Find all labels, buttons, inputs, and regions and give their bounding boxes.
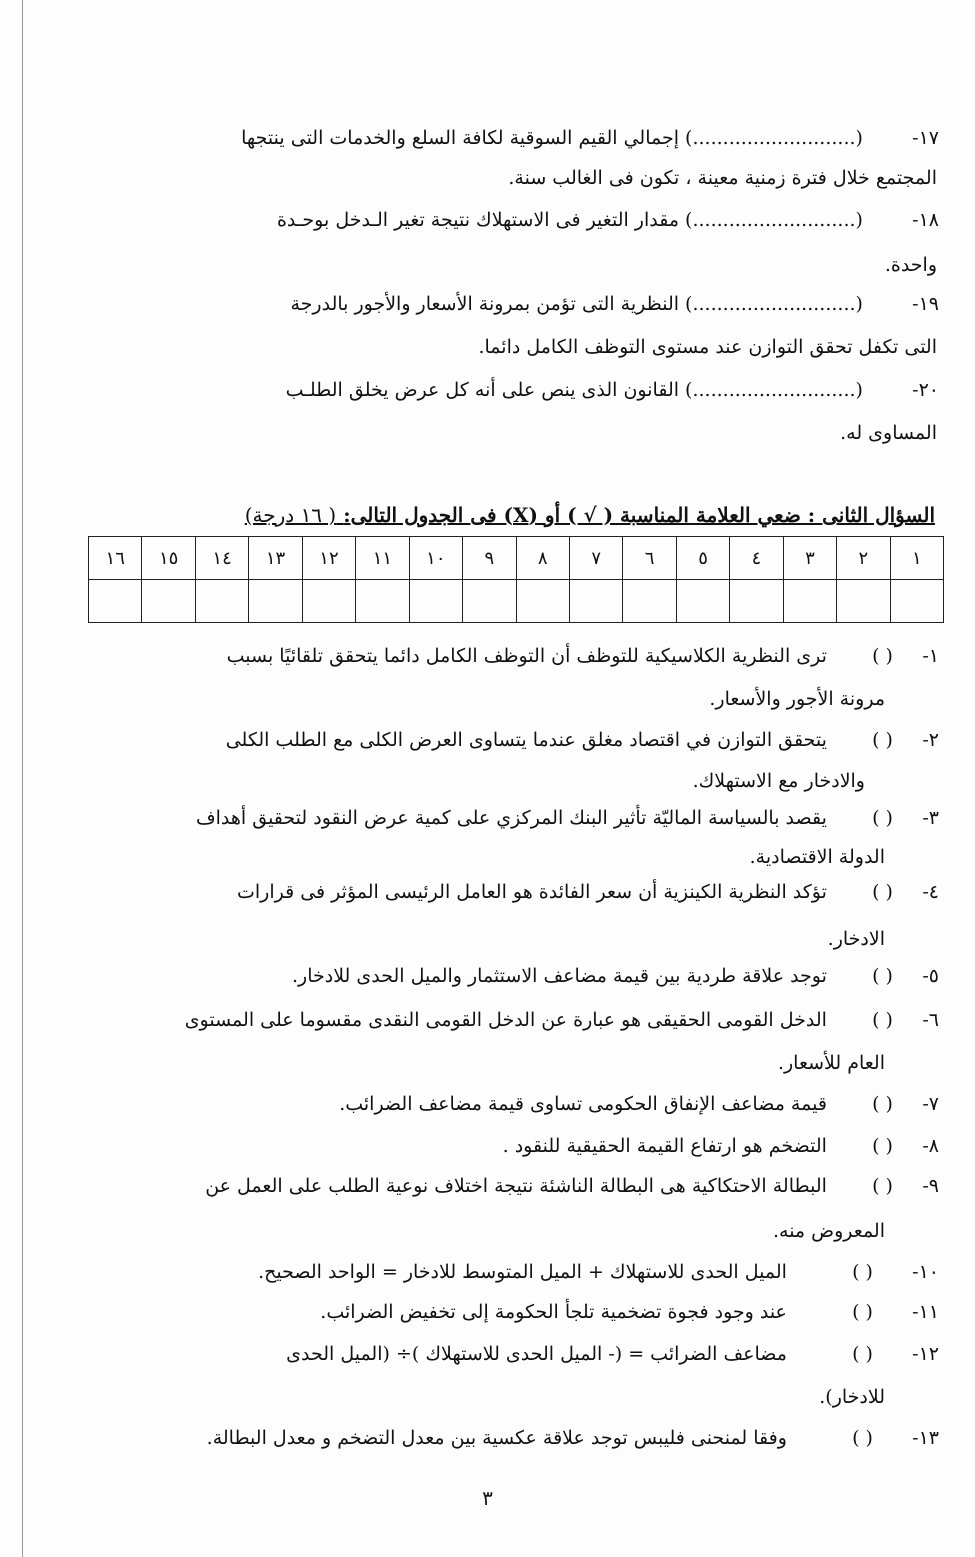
item-number: ١٩- <box>912 293 939 315</box>
item-continuation: واحدة. <box>884 254 937 276</box>
page-edge-line <box>22 0 23 1557</box>
answer-number: ٣ <box>783 537 836 580</box>
answer-cell[interactable] <box>623 580 676 623</box>
answer-cell[interactable] <box>195 580 248 623</box>
answer-cell[interactable] <box>356 580 409 623</box>
item-continuation: والادخار مع الاستهلاك. <box>692 770 865 792</box>
item-number: ١٢- <box>912 1343 939 1365</box>
item-number: ٤- <box>922 881 939 903</box>
tf-item-7 <box>139 1084 939 1124</box>
item-text: توجد علاقة طردية بين قيمة مضاعف الاستثمار والميل الحدى للادخار. <box>292 965 827 987</box>
answer-cell[interactable] <box>302 580 355 623</box>
item-continuation: العام للأسعار. <box>777 1052 885 1074</box>
item-number: ٨- <box>922 1135 939 1157</box>
item-text: البطالة الاحتكاكية هى البطالة الناشئة نتيجة اختلاف نوعية الطلب على العمل عن <box>205 1175 827 1197</box>
item-continuation: مرونة الأجور والأسعار. <box>709 688 885 710</box>
page-number: ٣ <box>482 1486 493 1510</box>
answer-cell[interactable] <box>89 580 142 623</box>
item-number: ١٣- <box>912 1427 939 1449</box>
section-2-grade: ( ١٦ درجة) <box>244 503 337 527</box>
item-continuation: للادخار). <box>819 1386 885 1408</box>
answer-blank: ( ) <box>872 1009 893 1031</box>
answer-blank: ( ) <box>852 1301 873 1323</box>
question-item-19 <box>139 284 939 324</box>
answer-blank: ( ) <box>872 1135 893 1157</box>
item-number: ١- <box>922 645 939 667</box>
item-text: (...........................) إجمالي القيم السوقية لكافة السلع والخدمات التى ينتجها <box>241 127 863 149</box>
item-text: (...........................) النظرية التى تؤمن بمرونة الأسعار والأجور بالدرجة <box>290 293 863 315</box>
answer-number: ٧ <box>569 537 622 580</box>
tf-item-5 <box>139 956 939 996</box>
tf-item-8 <box>139 1126 939 1166</box>
item-continuation: المعروض منه. <box>772 1220 885 1242</box>
section-2-heading <box>155 498 935 532</box>
item-text: يتحقق التوازن في اقتصاد مغلق عندما يتساوى العرض الكلى مع الطلب الكلى <box>225 729 827 751</box>
answer-cell[interactable] <box>516 580 569 623</box>
item-text: (...........................) القانون الذى ينص على أنه كل عرض يخلق الطلـب <box>285 379 863 401</box>
answer-cell[interactable] <box>837 580 890 623</box>
item-text: مضاعف الضرائب = (- الميل الحدى للاستهلاك )÷ (الميل الحدى <box>286 1343 787 1365</box>
answer-blank: ( ) <box>872 807 893 829</box>
tf-item-6 <box>139 1000 939 1040</box>
answer-blank: ( ) <box>872 1175 893 1197</box>
item-number: ١٨- <box>912 209 939 231</box>
answer-blank: ( ) <box>852 1427 873 1449</box>
item-number: ٧- <box>922 1093 939 1115</box>
item-number: ١١- <box>912 1301 939 1323</box>
question-item-17 <box>139 118 939 158</box>
item-number: ٢٠- <box>912 379 939 401</box>
item-text: قيمة مضاعف الإنفاق الحكومى تساوى قيمة مضاعف الضرائب. <box>339 1093 827 1115</box>
item-number: ٦- <box>922 1009 939 1031</box>
item-text: وفقا لمنحنى فليبس توجد علاقة عكسية بين معدل التضخم و معدل البطالة. <box>206 1427 787 1449</box>
answer-cell[interactable] <box>409 580 462 623</box>
answer-number: ١٢ <box>302 537 355 580</box>
answer-number: ٢ <box>837 537 890 580</box>
item-text: يقصد بالسياسة الماليّة تأثير البنك المركزي على كمية عرض النقود لتحقيق أهداف <box>195 807 827 829</box>
answer-blank: ( ) <box>872 729 893 751</box>
tf-item-2 <box>139 720 939 760</box>
item-text: ترى النظرية الكلاسيكية للتوظف أن التوظف الكامل دائما يتحقق تلقائيًا بسبب <box>226 645 827 667</box>
item-continuation: المساوى له. <box>840 422 937 444</box>
item-continuation: الدولة الاقتصادية. <box>749 846 885 868</box>
item-number: ٣- <box>922 807 939 829</box>
answer-cell[interactable] <box>249 580 302 623</box>
question-item-18 <box>139 200 939 240</box>
item-text: التضخم هو ارتفاع القيمة الحقيقية للنقود . <box>502 1135 827 1157</box>
tf-item-10 <box>139 1252 939 1292</box>
answer-blank: ( ) <box>872 881 893 903</box>
answer-number: ٩ <box>463 537 516 580</box>
answer-number: ٤ <box>730 537 783 580</box>
item-text: الدخل القومى الحقيقى هو عبارة عن الدخل القومى النقدى مقسوما على المستوى <box>184 1009 827 1031</box>
answer-blank: ( ) <box>852 1261 873 1283</box>
tf-item-4 <box>139 872 939 912</box>
item-number: ٩- <box>922 1175 939 1197</box>
answer-number: ١٠ <box>409 537 462 580</box>
answer-number: ١٣ <box>249 537 302 580</box>
answer-cell[interactable] <box>730 580 783 623</box>
tf-item-11 <box>139 1292 939 1332</box>
answer-cell[interactable] <box>676 580 729 623</box>
answer-number: ١ <box>890 537 943 580</box>
answer-number: ١٥ <box>142 537 195 580</box>
item-number: ٥- <box>922 965 939 987</box>
answer-table-number-row <box>89 537 944 580</box>
answer-number: ٦ <box>623 537 676 580</box>
item-text: عند وجود فجوة تضخمية تلجأ الحكومة إلى تخفيض الضرائب. <box>320 1301 787 1323</box>
item-number: ١٠- <box>912 1261 939 1283</box>
answer-number: ١٤ <box>195 537 248 580</box>
answer-number: ٥ <box>676 537 729 580</box>
answer-table-blank-row <box>89 580 944 623</box>
tf-item-13 <box>139 1418 939 1458</box>
item-text: (...........................) مقدار التغير فى الاستهلاك نتيجة تغير الـدخل بوحـدة <box>276 209 863 231</box>
answer-blank: ( ) <box>872 1093 893 1115</box>
item-text: تؤكد النظرية الكينزية أن سعر الفائدة هو العامل الرئيسى المؤثر فى قرارات <box>237 881 827 903</box>
answer-number: ٨ <box>516 537 569 580</box>
item-number: ١٧- <box>912 127 939 149</box>
question-item-20 <box>139 370 939 410</box>
answer-cell[interactable] <box>890 580 943 623</box>
tf-item-1 <box>139 636 939 676</box>
tf-item-3 <box>139 798 939 838</box>
answer-cell[interactable] <box>463 580 516 623</box>
answer-number: ١٦ <box>89 537 142 580</box>
answer-cell[interactable] <box>783 580 836 623</box>
answer-blank: ( ) <box>852 1343 873 1365</box>
tf-item-9 <box>139 1166 939 1206</box>
answer-cell[interactable] <box>142 580 195 623</box>
item-text: الميل الحدى للاستهلاك + الميل المتوسط للادخار = الواحد الصحيح. <box>258 1261 787 1283</box>
section-2-title: السؤال الثانى : ضعي العلامة المناسبة ( √ ) أو (X) فى الجدول التالى: <box>343 503 935 527</box>
item-number: ٢- <box>922 729 939 751</box>
answer-table <box>88 536 944 623</box>
item-continuation: التى تكفل تحقق التوازن عند مستوى التوظف الكامل دائما. <box>478 336 937 358</box>
item-continuation: المجتمع خلال فترة زمنية معينة ، تكون فى الغالب سنة. <box>508 167 937 189</box>
answer-blank: ( ) <box>872 965 893 987</box>
answer-number: ١١ <box>356 537 409 580</box>
answer-blank: ( ) <box>872 645 893 667</box>
tf-item-12 <box>139 1334 939 1374</box>
item-continuation: الادخار. <box>827 928 885 950</box>
answer-cell[interactable] <box>569 580 622 623</box>
